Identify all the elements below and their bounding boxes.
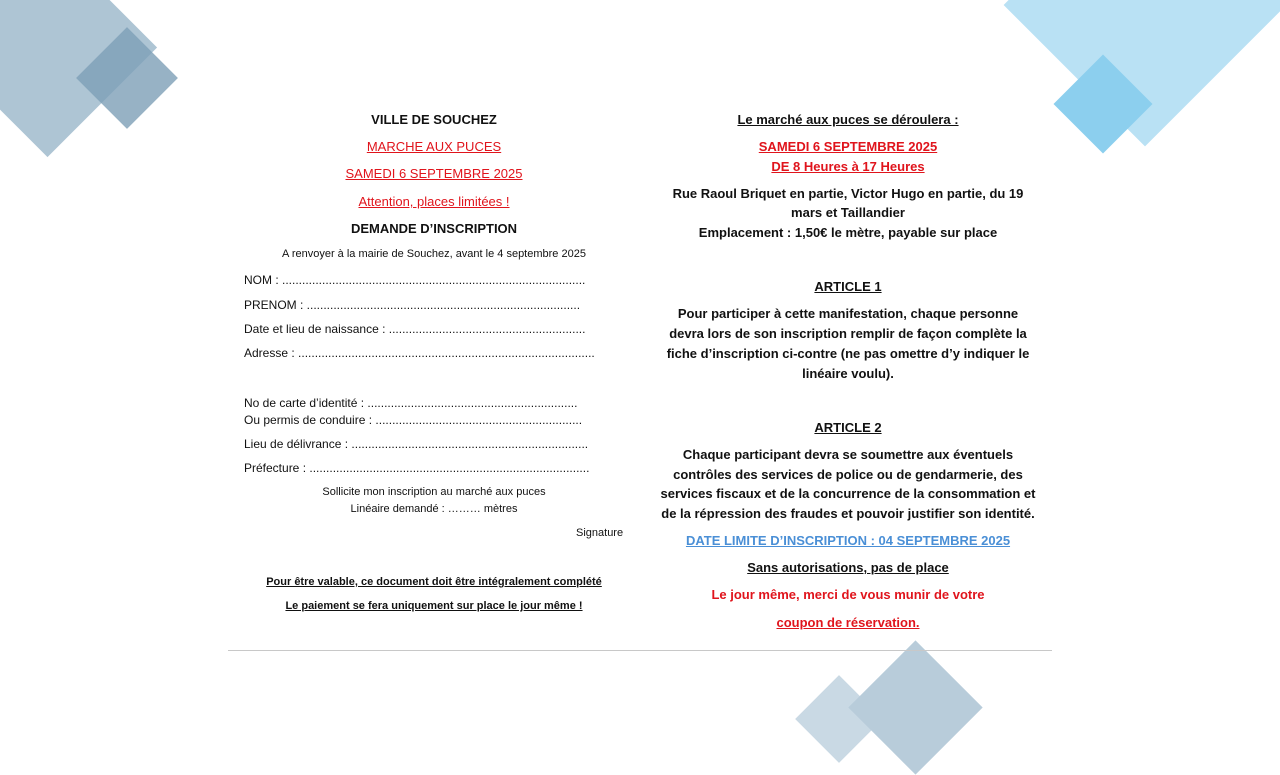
field-carte-identite[interactable]: No de carte d’identité : ............................................................... — [244, 396, 578, 410]
reminder-line-2: coupon de réservation. — [776, 615, 920, 630]
decor-diamond-bottom-right — [848, 640, 982, 774]
deadline-link[interactable]: DATE LIMITE D’INSCRIPTION : 04 SEPTEMBRE 2025 — [685, 533, 1011, 548]
article-1-line: linéaire voulu). — [802, 366, 894, 381]
form-title: DEMANDE D’INSCRIPTION — [350, 221, 518, 236]
field-nom[interactable]: NOM : ........................................................................................... — [244, 273, 586, 287]
town-title: VILLE DE SOUCHEZ — [371, 112, 497, 127]
article-2-title: ARTICLE 2 — [814, 420, 882, 435]
location-line-2: mars et Taillandier — [791, 205, 905, 220]
article-2-line: services fiscaux et de la concurrence de la consommation et — [660, 486, 1036, 501]
article-2-line: de la répression des fraudes et pouvoir justifier son identité. — [661, 506, 1035, 521]
event-hours: DE 8 Heures à 17 Heures — [771, 159, 925, 174]
event-date-right: SAMEDI 6 SEPTEMBRE 2025 — [758, 139, 938, 154]
article-1-line: fiche d’inscription ci-contre (ne pas omettre d’y indiquer le — [666, 346, 1030, 361]
places-warning: Attention, places limitées ! — [358, 194, 510, 209]
payment-note: Le paiement se fera uniquement sur place le jour même ! — [285, 600, 583, 612]
field-lieu-delivrance[interactable]: Lieu de délivrance : ....................................................................... — [244, 437, 589, 451]
event-date: SAMEDI 6 SEPTEMBRE 2025 — [345, 166, 523, 181]
field-prenom[interactable]: PRENOM : .................................................................................. — [244, 298, 581, 312]
page-divider — [228, 650, 1052, 651]
validity-note: Pour être valable, ce document doit être intégralement complété — [266, 576, 602, 588]
article-1-line: Pour participer à cette manifestation, chaque personne — [677, 306, 1019, 321]
signature-label: Signature — [576, 527, 624, 539]
field-naissance[interactable]: Date et lieu de naissance : ........................................................... — [244, 322, 586, 336]
lineaire-field[interactable]: Linéaire demandé : ……… mètres — [350, 503, 518, 515]
article-2-line: Chaque participant devra se soumettre aux éventuels — [682, 447, 1014, 462]
reminder-line-1: Le jour même, merci de vous munir de votre — [711, 587, 985, 602]
field-prefecture[interactable]: Préfecture : .................................................................................... — [244, 461, 590, 475]
field-permis[interactable]: Ou permis de conduire : .............................................................. — [244, 413, 583, 427]
price-line: Emplacement : 1,50€ le mètre, payable sur place — [698, 225, 998, 240]
article-1-title: ARTICLE 1 — [814, 279, 882, 294]
field-adresse[interactable]: Adresse : ......................................................................................... — [244, 346, 595, 360]
event-title: MARCHE AUX PUCES — [366, 139, 502, 154]
location-line-1: Rue Raoul Briquet en partie, Victor Hugo en partie, du 19 — [672, 186, 1024, 201]
article-2-line: contrôles des services de police ou de gendarmerie, des — [673, 467, 1023, 482]
intro-heading: Le marché aux puces se déroulera : — [737, 112, 959, 127]
decor-diamond-topright-large — [1004, 0, 1280, 146]
no-authorization-note: Sans autorisations, pas de place — [747, 560, 949, 575]
return-note: A renvoyer à la mairie de Souchez, avant le 4 septembre 2025 — [282, 248, 586, 260]
article-1-line: devra lors de son inscription remplir de façon complète la — [669, 326, 1027, 341]
sollicite-text: Sollicite mon inscription au marché aux puces — [322, 486, 546, 498]
